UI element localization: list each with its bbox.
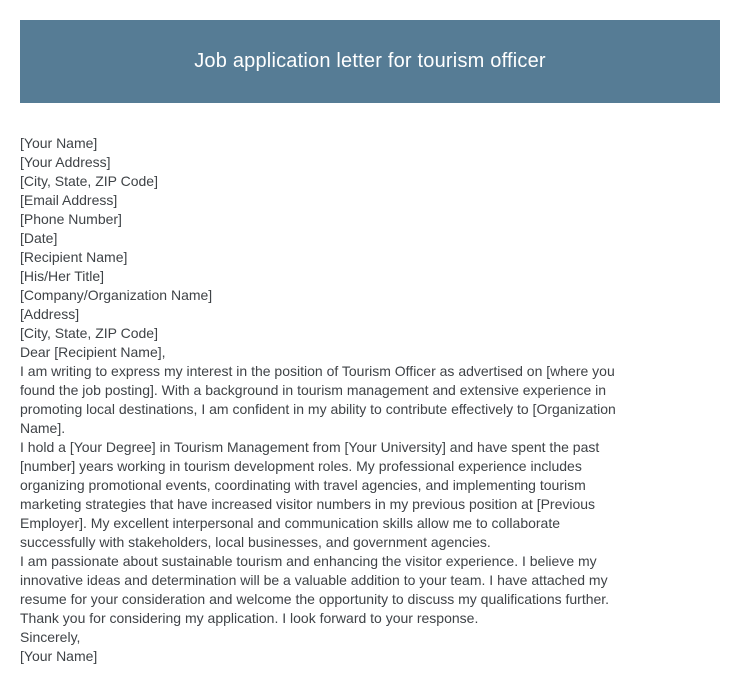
letter-line: I am writing to express my interest in the position of Tourism Officer as advertised on [where you: [20, 363, 615, 379]
letter-line: innovative ideas and determination will be a valuable addition to your team. I have attached my: [20, 572, 608, 588]
letter-line: Employer]. My excellent interpersonal and communication skills allow me to collaborate: [20, 515, 561, 531]
letter-line: [City, State, ZIP Code]: [20, 325, 158, 341]
letter-line: [Your Name]: [20, 648, 98, 664]
letter-line: promoting local destinations, I am confident in my ability to contribute effectively to [Organization: [20, 401, 616, 417]
letter-line: [City, State, ZIP Code]: [20, 173, 158, 189]
letter-line: [number] years working in tourism development roles. My professional experience includes: [20, 458, 582, 474]
letter-line: organizing promotional events, coordinating with travel agencies, and implementing tourism: [20, 477, 586, 493]
letter-line: I am passionate about sustainable tourism and enhancing the visitor experience. I believe my: [20, 553, 597, 569]
letter-line: [Phone Number]: [20, 211, 122, 227]
letter-line: [Recipient Name]: [20, 249, 128, 265]
letter-line: I hold a [Your Degree] in Tourism Management from [Your University] and have spent the past: [20, 439, 600, 455]
letter-line: [Date]: [20, 230, 58, 246]
letter-line: found the job posting]. With a background in tourism management and extensive experience in: [20, 382, 607, 398]
letter-line: marketing strategies that have increased visitor numbers in my previous position at [Previous: [20, 496, 596, 512]
letter-body: [20, 134, 722, 666]
page-title: Job application letter for tourism officer: [194, 50, 546, 72]
letter-line: Thank you for considering my application. I look forward to your response.: [20, 610, 479, 626]
letter-line: [His/Her Title]: [20, 268, 105, 284]
letter-line: Sincerely,: [20, 629, 81, 645]
letter-line: [Company/Organization Name]: [20, 287, 213, 303]
letter-line: resume for your consideration and welcome the opportunity to discuss my qualifications further.: [20, 591, 610, 607]
letter-line: Name].: [20, 420, 66, 436]
letter-line: [Your Name]: [20, 135, 98, 151]
letter-line: successfully with stakeholders, local businesses, and government agencies.: [20, 534, 491, 550]
letter-line: Dear [Recipient Name],: [20, 344, 166, 360]
title-banner: [20, 20, 720, 103]
letter-line: [Email Address]: [20, 192, 118, 208]
letter-line: [Your Address]: [20, 154, 111, 170]
letter-line: [Address]: [20, 306, 80, 322]
